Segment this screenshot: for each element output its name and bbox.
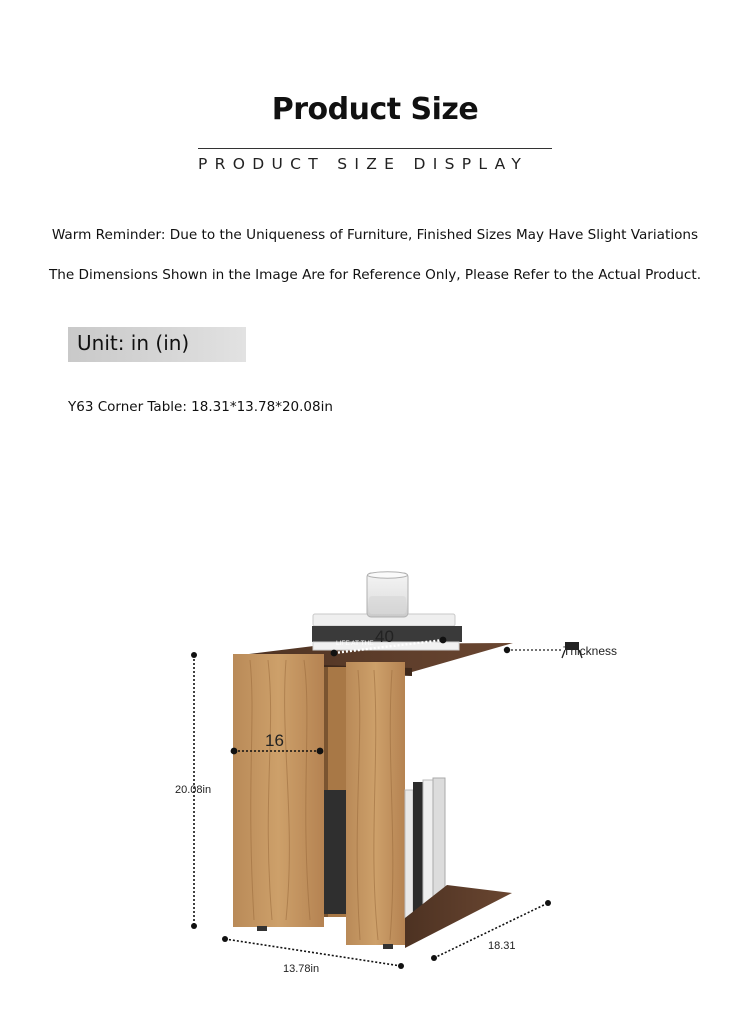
dim-height-label: 20.08in: [175, 784, 212, 796]
product-spec: Y63 Corner Table: 18.31*13.78*20.08in: [68, 399, 333, 415]
book-spine-text: LIFE AT THE: [336, 640, 374, 647]
left-wood-panel: [233, 654, 324, 927]
reminder-line-1: Warm Reminder: Due to the Uniqueness of Furniture, Finished Sizes May Have Slight Variations: [51, 227, 699, 243]
glass-cup-icon: [367, 572, 408, 617]
dim-depth-label: 13.78in: [283, 963, 320, 975]
dim-length-label: 18.31: [488, 940, 516, 952]
reminder-line-2: The Dimensions Shown in the Image Are for Reference Only, Please Refer to the Actual Product.: [48, 267, 702, 283]
page-title: Product Size: [271, 92, 479, 127]
dim-top-width-label: 40: [375, 627, 394, 646]
unit-label: Unit: in (in): [77, 331, 190, 355]
dim-slot-width-label: 16: [265, 731, 284, 750]
page-subtitle: PRODUCT SIZE DISPLAY: [198, 155, 529, 173]
dim-thickness-label: Thickness: [563, 644, 618, 658]
